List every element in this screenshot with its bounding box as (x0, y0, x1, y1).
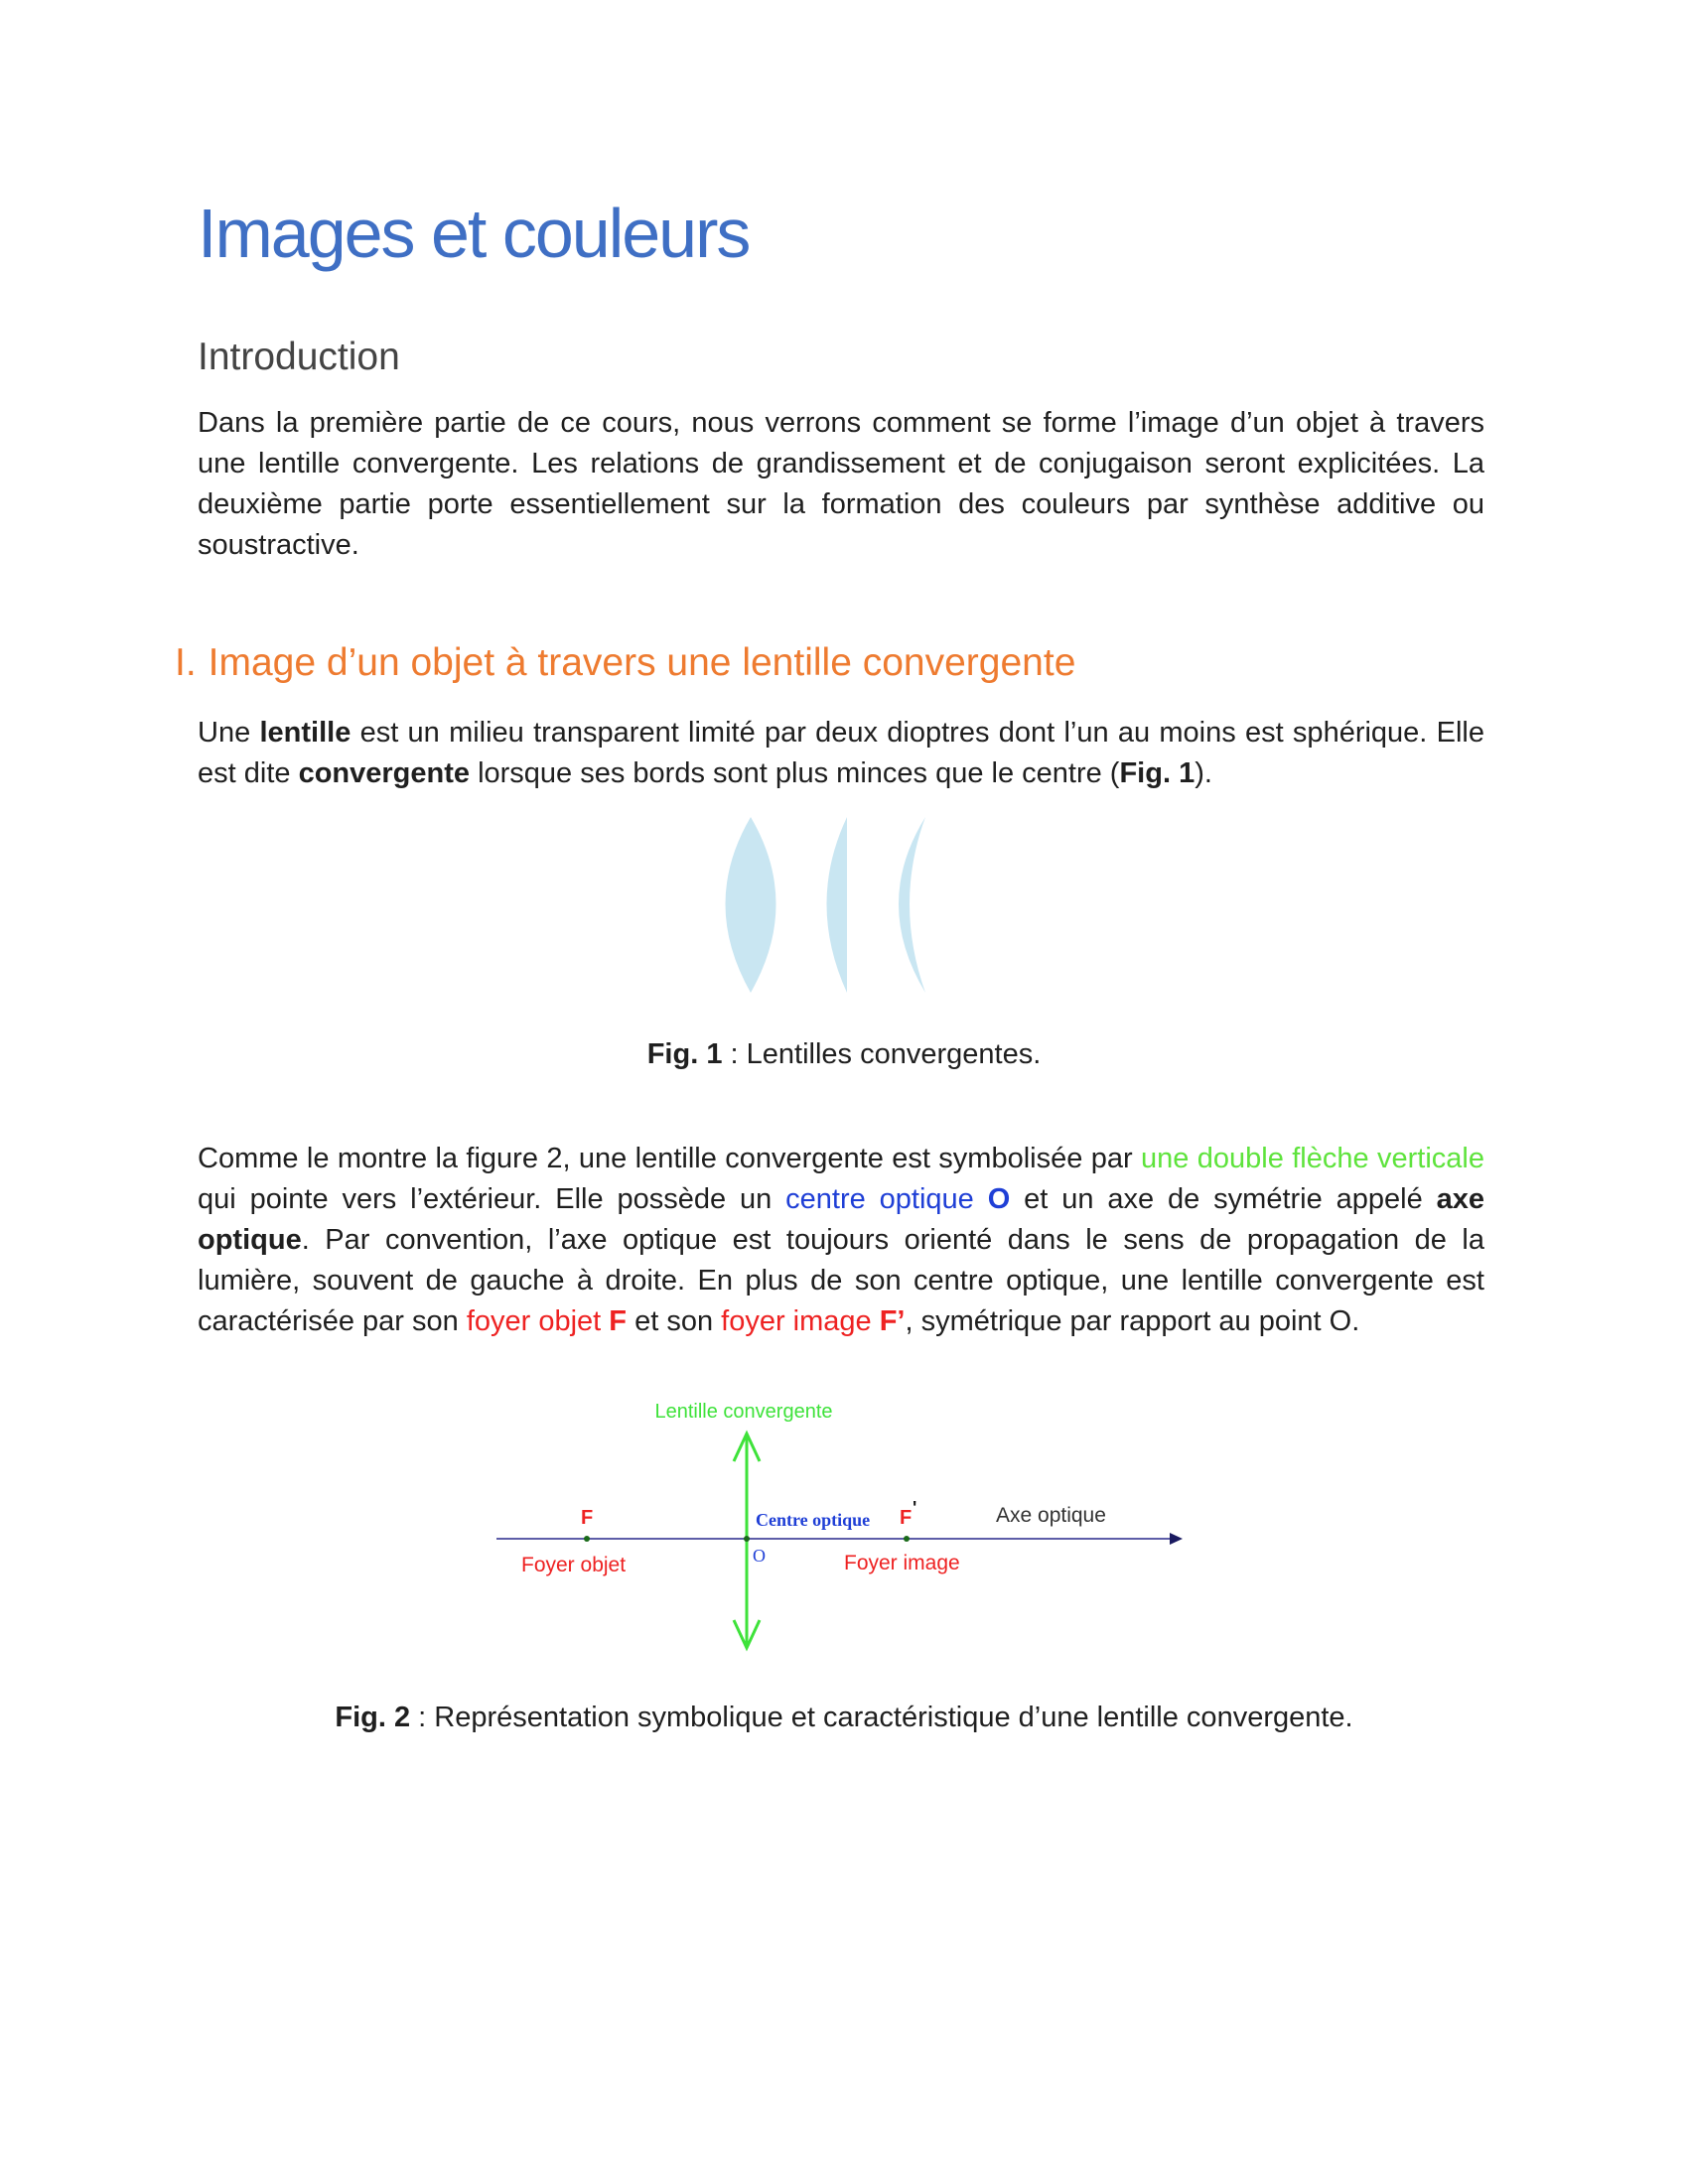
lens-definition-paragraph (198, 713, 1484, 794)
figure-reference: Fig. 1 (1119, 757, 1196, 789)
section-heading (175, 643, 1075, 682)
bold-term-axe-optique: axe optique (198, 1183, 1484, 1256)
section-title: Image d’un objet à travers une lentille convergente (208, 641, 1076, 684)
text-run: lorsque ses bords sont plus minces que le centre ( (470, 757, 1120, 789)
meniscus-lens (899, 817, 925, 993)
focus-object-point (584, 1536, 590, 1542)
optical-center-point (744, 1536, 750, 1542)
caption-text: : Lentilles convergentes. (722, 1038, 1042, 1070)
focus-image-letter: F (900, 1507, 913, 1529)
text-run: Une (198, 717, 260, 749)
intro-paragraph: Dans la première partie de ce cours, nous verrons comment se forme l’image d’un objet à travers une lentille convergente. Les relations de grandissement et de conjugaison seront explicitées. La deuxième partie porte essentiellement sur la formation des couleurs par synthèse additive ou soustractive. (198, 407, 1484, 561)
figure-2-caption (0, 1700, 1688, 1735)
intro-heading: Introduction (198, 336, 400, 378)
text-run: ). (1195, 757, 1212, 789)
blue-highlight: centre optique (785, 1183, 974, 1215)
foyer-image-label: Foyer image (844, 1552, 960, 1574)
figure-1-lenses (715, 814, 953, 1003)
text-run (974, 1183, 988, 1215)
caption-text: : Représentation symbolique et caractéristique d’une lentille convergente. (410, 1702, 1353, 1733)
section-number: I. (175, 641, 197, 684)
focus-object-letter: F (581, 1507, 594, 1529)
text-run: et un axe de symétrie appelé (1010, 1183, 1437, 1215)
lens-label: Lentille convergente (654, 1401, 833, 1423)
lens-symbol-paragraph (198, 1139, 1484, 1342)
figure-2-lens-diagram (492, 1390, 1196, 1668)
prime-mark: ' (913, 1498, 917, 1518)
text-run: est un milieu transparent limité par deux dioptres dont l’un au moins est sphérique. Elle est dite (198, 717, 1484, 789)
focus-image-point (904, 1536, 910, 1542)
page-title: Images et couleurs (198, 195, 750, 272)
text-run: , symétrique par rapport au point O. (905, 1305, 1360, 1337)
blue-bold-o: O (987, 1183, 1011, 1215)
text-run: et son (627, 1305, 722, 1337)
green-highlight: une double flèche verticale (1141, 1143, 1484, 1174)
red-highlight: foyer image (721, 1305, 872, 1337)
red-bold-f-prime: F’ (879, 1305, 906, 1337)
red-highlight: foyer objet (466, 1305, 602, 1337)
axis-label: Axe optique (996, 1504, 1106, 1527)
red-bold-f: F (609, 1305, 628, 1337)
text-run: . Par convention, l’axe optique est toujours orienté dans le sens de propagation de la lumière, souvent de gauche à droite. En plus de son centre optique, une lentille convergente est caractérisée par son (198, 1224, 1484, 1337)
caption-label: Fig. 1 (646, 1038, 723, 1070)
biconvex-lens (726, 817, 776, 993)
plano-convex-lens (827, 817, 848, 993)
center-label: Centre optique (756, 1510, 871, 1530)
optical-axis-arrowhead-icon (1170, 1533, 1183, 1545)
bold-term-lentille: lentille (259, 717, 352, 749)
bold-term-convergente: convergente (298, 757, 471, 789)
text-run: qui pointe vers l’extérieur. Elle possède un (198, 1183, 786, 1215)
caption-label: Fig. 2 (335, 1702, 411, 1733)
center-o-label: O (753, 1546, 766, 1566)
text-run (872, 1305, 880, 1337)
text-run: Comme le montre la figure 2, une lentille convergente est symbolisée par (198, 1143, 1142, 1174)
foyer-objet-label: Foyer objet (521, 1554, 627, 1576)
figure-1-caption (0, 1036, 1688, 1072)
